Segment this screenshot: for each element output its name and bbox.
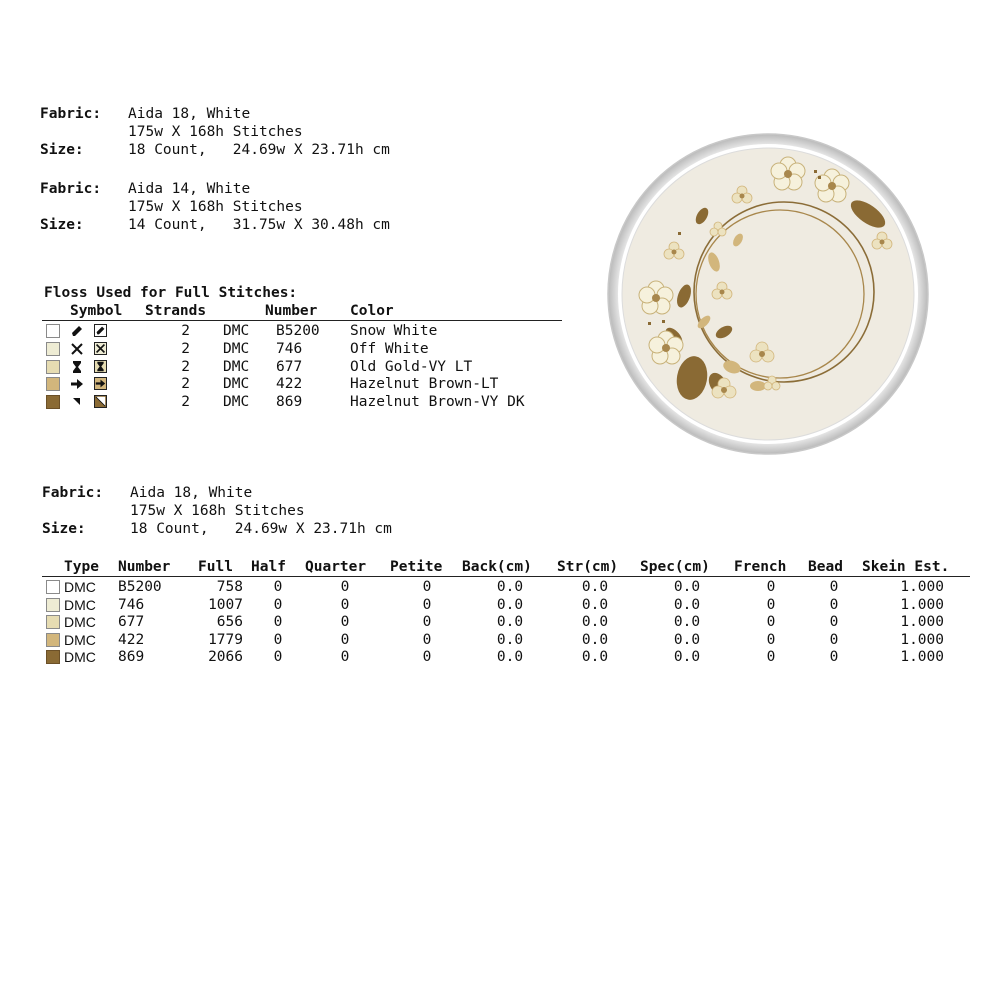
cell-skein: 1.000 <box>900 579 944 595</box>
cell-quarter: 0 <box>340 649 350 665</box>
floss-title: Floss Used for Full Stitches: <box>44 285 298 301</box>
cell-number: 677 <box>118 614 145 630</box>
color-swatch <box>46 324 60 338</box>
pencil-icon <box>94 324 107 337</box>
summary-header-skein: Skein Est. <box>862 559 950 575</box>
strands: 2 <box>181 394 190 410</box>
floss-header-symbol: Symbol <box>70 303 123 319</box>
cell-back: 0.0 <box>496 614 524 630</box>
cell-spec: 0.0 <box>673 597 701 613</box>
cell-half: 0 <box>273 632 283 648</box>
summary-header-type: Type <box>64 559 99 575</box>
summary-header-full: Full <box>198 559 233 575</box>
floss-type: DMC <box>223 323 250 339</box>
cell-french: 0 <box>766 597 776 613</box>
fabric-label: Fabric: <box>40 181 102 197</box>
strands: 2 <box>181 323 190 339</box>
cell-spec: 0.0 <box>673 649 701 665</box>
strands: 2 <box>181 376 190 392</box>
cell-quarter: 0 <box>340 597 350 613</box>
size-label: Size: <box>42 521 86 537</box>
cell-str: 0.0 <box>581 614 609 630</box>
stitches-value: 175w X 168h Stitches <box>128 124 303 140</box>
cell-back: 0.0 <box>496 632 524 648</box>
summary-header-spec: Spec(cm) <box>640 559 710 575</box>
floss-number: 746 <box>276 341 303 357</box>
summary-header-rule <box>42 576 970 577</box>
arrow-right-icon <box>70 377 84 391</box>
color-swatch <box>46 342 60 356</box>
floss-number: 869 <box>276 394 303 410</box>
x-icon <box>70 342 84 356</box>
size-label: Size: <box>40 217 84 233</box>
summary-header-str: Str(cm) <box>557 559 619 575</box>
cell-skein: 1.000 <box>900 632 944 648</box>
cell-half: 0 <box>273 614 283 630</box>
cell-str: 0.0 <box>581 649 609 665</box>
floss-color-name: Hazelnut Brown-LT <box>350 376 499 392</box>
cell-french: 0 <box>766 614 776 630</box>
cell-back: 0.0 <box>496 649 524 665</box>
cell-type: DMC <box>64 597 96 613</box>
cell-skein: 1.000 <box>900 649 944 665</box>
summary-header-back: Back(cm) <box>462 559 532 575</box>
summary-header-petite: Petite <box>390 559 443 575</box>
cell-spec: 0.0 <box>673 632 701 648</box>
cell-number: 422 <box>118 632 145 648</box>
fabric-value: Aida 18, White <box>128 106 251 122</box>
cell-quarter: 0 <box>340 632 350 648</box>
fabric-label: Fabric: <box>40 106 102 122</box>
cell-petite: 0 <box>422 649 432 665</box>
cell-number: B5200 <box>118 579 162 595</box>
color-swatch <box>46 633 60 647</box>
summary-header-half: Half <box>251 559 286 575</box>
cell-type: DMC <box>64 632 96 648</box>
size-value: 14 Count, 31.75w X 30.48h cm <box>128 217 390 233</box>
summary-header-quarter: Quarter <box>305 559 367 575</box>
cell-bead: 0 <box>829 614 839 630</box>
size-value: 18 Count, 24.69w X 23.71h cm <box>128 142 390 158</box>
cell-half: 0 <box>273 649 283 665</box>
floss-header-color: Color <box>350 303 394 319</box>
cell-number: 746 <box>118 597 145 613</box>
color-swatch <box>46 580 60 594</box>
cell-half: 0 <box>273 579 283 595</box>
stitches-value: 175w X 168h Stitches <box>130 503 305 519</box>
cell-skein: 1.000 <box>900 614 944 630</box>
cell-half: 0 <box>273 597 283 613</box>
floss-color-name: Old Gold-VY LT <box>350 359 473 375</box>
color-swatch <box>46 650 60 664</box>
floss-number: 677 <box>276 359 303 375</box>
color-swatch <box>46 598 60 612</box>
fabric-label: Fabric: <box>42 485 104 501</box>
fabric-value: Aida 18, White <box>130 485 253 501</box>
fabric-value: Aida 14, White <box>128 181 251 197</box>
color-swatch <box>46 615 60 629</box>
arrow-right-icon <box>94 377 107 390</box>
cell-petite: 0 <box>422 597 432 613</box>
cell-petite: 0 <box>422 579 432 595</box>
cell-type: DMC <box>64 579 96 595</box>
cell-str: 0.0 <box>581 597 609 613</box>
cell-full: 656 <box>216 614 243 630</box>
summary-header-bead: Bead <box>808 559 843 575</box>
size-label: Size: <box>40 142 84 158</box>
floss-number: B5200 <box>276 323 320 339</box>
floss-type: DMC <box>223 359 250 375</box>
size-value: 18 Count, 24.69w X 23.71h cm <box>130 521 392 537</box>
hourglass-icon <box>70 360 84 374</box>
color-swatch <box>46 395 60 409</box>
cell-full: 2066 <box>208 649 243 665</box>
cell-spec: 0.0 <box>673 579 701 595</box>
floss-number: 422 <box>276 376 303 392</box>
cell-skein: 1.000 <box>900 597 944 613</box>
cell-type: DMC <box>64 649 96 665</box>
pencil-icon <box>70 324 84 338</box>
cell-french: 0 <box>766 649 776 665</box>
floss-type: DMC <box>223 394 250 410</box>
cell-bead: 0 <box>829 579 839 595</box>
floss-color-name: Hazelnut Brown-VY DK <box>350 394 525 410</box>
floss-type: DMC <box>223 341 250 357</box>
cell-french: 0 <box>766 579 776 595</box>
hourglass-icon <box>94 360 107 373</box>
cell-back: 0.0 <box>496 597 524 613</box>
floss-type: DMC <box>223 376 250 392</box>
summary-header-french: French <box>734 559 787 575</box>
cell-str: 0.0 <box>581 632 609 648</box>
stitches-value: 175w X 168h Stitches <box>128 199 303 215</box>
cell-french: 0 <box>766 632 776 648</box>
corner-triangle-icon <box>70 395 84 409</box>
floss-color-name: Off White <box>350 341 429 357</box>
floss-header-number: Number <box>265 303 318 319</box>
cell-quarter: 0 <box>340 579 350 595</box>
cell-number: 869 <box>118 649 145 665</box>
cell-full: 758 <box>216 579 243 595</box>
floss-header-rule <box>42 320 562 321</box>
cell-full: 1779 <box>208 632 243 648</box>
color-swatch <box>46 377 60 391</box>
cell-bead: 0 <box>829 632 839 648</box>
cell-spec: 0.0 <box>673 614 701 630</box>
cell-type: DMC <box>64 614 96 630</box>
corner-triangle-icon <box>94 395 107 408</box>
summary-header-number: Number <box>118 559 171 575</box>
strands: 2 <box>181 359 190 375</box>
cell-back: 0.0 <box>496 579 524 595</box>
pattern-preview-image <box>606 132 930 456</box>
cell-petite: 0 <box>422 632 432 648</box>
cell-bead: 0 <box>829 649 839 665</box>
floss-header-strands: Strands <box>145 303 207 319</box>
cell-quarter: 0 <box>340 614 350 630</box>
cell-full: 1007 <box>208 597 243 613</box>
cell-str: 0.0 <box>581 579 609 595</box>
cell-bead: 0 <box>829 597 839 613</box>
strands: 2 <box>181 341 190 357</box>
cell-petite: 0 <box>422 614 432 630</box>
color-swatch <box>46 360 60 374</box>
x-icon <box>94 342 107 355</box>
floss-color-name: Snow White <box>350 323 438 339</box>
